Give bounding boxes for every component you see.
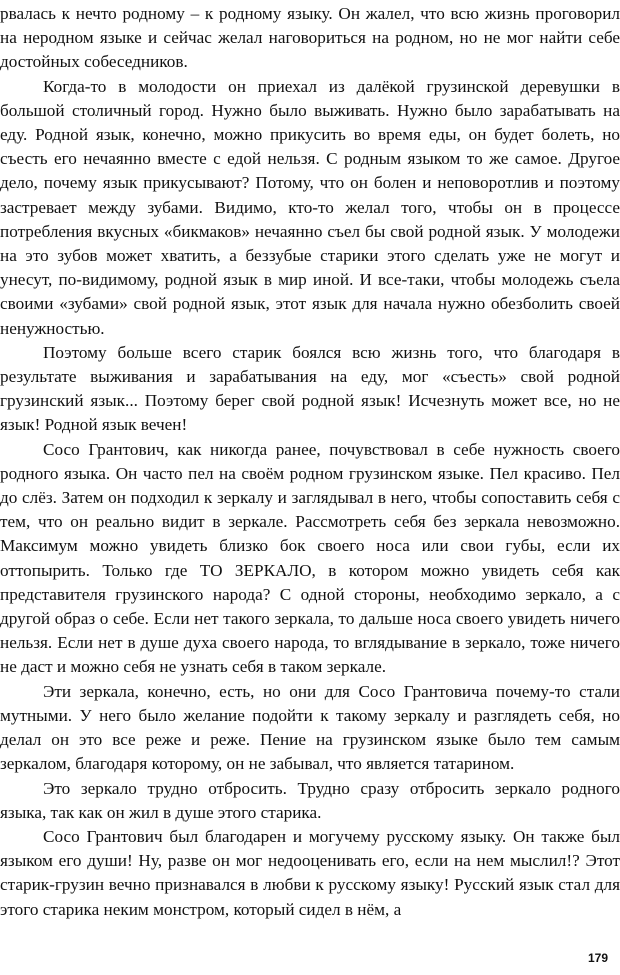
page-number: 179 xyxy=(587,951,608,965)
paragraph: Поэтому больше всего старик боялся всю жизнь того, что благодаря в результате выживания и зарабатывания на еду, мог «съесть» свой родной грузинский язык... Поэтому берег свой родной язык! Исчезнуть может все, но не язык! Родной язык вечен! xyxy=(0,342,620,435)
text-body xyxy=(0,2,620,922)
paragraph: Когда-то в молодости он приехал из далёкой грузинской деревушки в большой столичный город. Нужно было выживать. Нужно было зарабатывать на еду. Родной язык, конечно, можно прикусить во время еды, он будет болеть, но съесть его нечаянно вместе с едой нельзя. С родным языком то же самое. Другое дело, почему язык прикусывают? Потому, что он болен и неповоротлив и поэтому застревает между зубами. Видимо, кто-то желал того, чтобы он в процессе потребления вкусных «бикмаков» нечаянно съел бы свой родной язык. У молодежи на это зубов может хватить, а беззубые старики этого сделать уже не могут и унесут, по-видимому, родной язык в мир иной. И все-таки, чтобы молодежь съела своими «зубами» свой родной язык, этот язык для начала нужно обезболить своей ненужностью. xyxy=(0,76,620,338)
paragraph: Сосо Грантович, как никогда ранее, почувствовал в себе нужность своего родного языка. Он часто пел на своём родном грузинском языке. Пел красиво. Пел до слёз. Затем он подходил к зеркалу и заглядывал в него, чтобы сопоставить себя с тем, что он реально видит в зеркале. Рассмотреть себя без зеркала невозможно. Максимум можно увидеть близко бок своего носа или свои губы, если их оттопырить. Только где ТО ЗЕРКАЛО, в котором можно увидеть себя как представителя грузинского народа? С одной стороны, необходимо зеркало, а с другой образ о себе. Если нет такого зеркала, то дальше носа своего увидеть ничего нельзя. Если нет в душе духа своего народа, то вглядывание в зеркало, тоже ничего не даст и можно себя не узнать себя в таком зеркале. xyxy=(0,439,620,677)
paragraph: рвалась к нечто родному – к родному языку. Он жалел, что всю жизнь проговорил на неродном языке и сейчас желал наговориться на родном, но не мог найти себе достойных собеседников. xyxy=(0,4,620,72)
paragraph: Сосо Грантович был благодарен и могучему русскому языку. Он также был языком его души! Ну, разве он мог недооценивать его, если на нем мыслил!? Этот старик-грузин вечно признавался в любви к русскому языку! Русский язык стал для этого старика неким монстром, который сидел в нём, а xyxy=(0,826,620,919)
paragraph: Эти зеркала, конечно, есть, но они для Сосо Грантовича почему-то стали мутными. У него было желание подойти к такому зеркалу и разглядеть себя, но делал он это все реже и реже. Пение на грузинском языке было тем самым зеркалом, благодаря которому, он не забывал, что является татарином. xyxy=(0,681,620,774)
paragraph: Это зеркало трудно отбросить. Трудно сразу отбросить зеркало родного языка, так как он жил в душе этого старика. xyxy=(0,778,620,822)
